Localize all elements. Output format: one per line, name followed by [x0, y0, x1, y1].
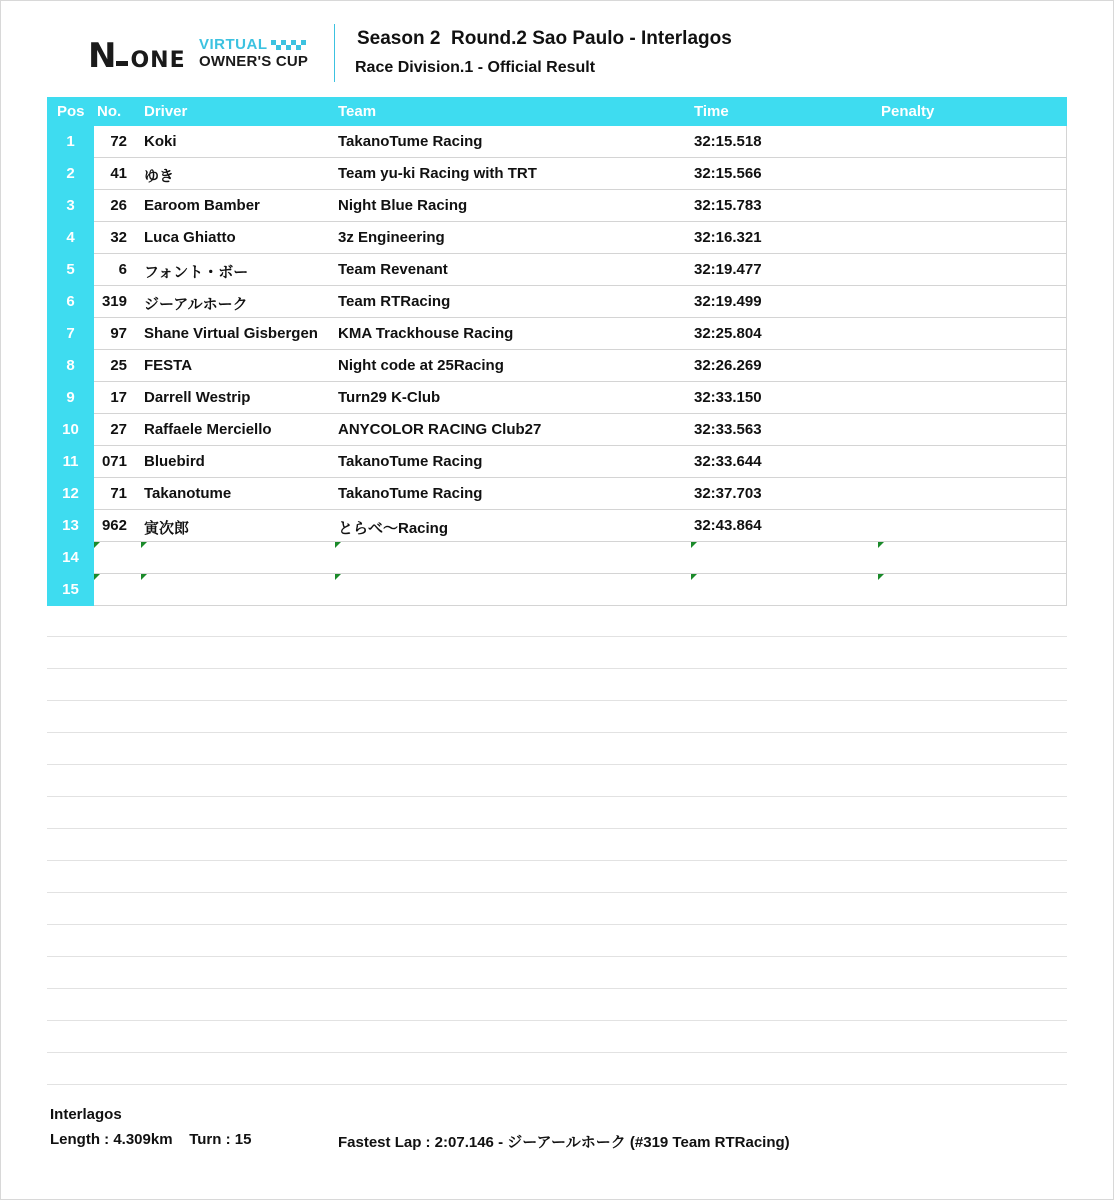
table-row — [47, 286, 1067, 318]
driver-cell: フォント・ボー — [144, 264, 249, 281]
cell-marker-icon — [691, 574, 697, 580]
pos-cell: 5 — [47, 254, 94, 286]
time-cell: 32:33.563 — [694, 421, 762, 438]
car-number-cell: 6 — [118, 261, 127, 278]
team-cell: Turn29 K-Club — [338, 389, 441, 406]
time-cell: 32:37.703 — [694, 485, 762, 502]
time-cell: 32:33.644 — [694, 453, 762, 470]
table-row — [47, 158, 1067, 190]
col-header-team: Team — [338, 103, 377, 120]
team-cell: TakanoTume Racing — [338, 133, 483, 150]
driver-cell: ジーアルホーク — [144, 296, 248, 313]
car-number-cell: 41 — [110, 165, 127, 182]
driver-cell: ゆき — [144, 168, 175, 185]
team-cell: ANYCOLOR RACING Club27 — [338, 421, 542, 438]
time-cell: 32:25.804 — [694, 325, 762, 342]
header-divider — [334, 24, 335, 82]
cell-marker-icon — [878, 574, 884, 580]
car-number-cell: 25 — [110, 357, 127, 374]
col-header-no: No. — [97, 103, 122, 120]
track-name: Interlagos — [50, 1106, 122, 1123]
team-cell: Team Revenant — [338, 261, 448, 278]
cell-marker-icon — [141, 542, 147, 548]
page-subtitle: Race Division.1 - Official Result — [355, 59, 596, 76]
empty-ruled-lines — [47, 636, 1067, 1116]
car-number-cell: 962 — [101, 517, 127, 534]
time-cell: 32:15.518 — [694, 133, 762, 150]
car-number-cell: 72 — [110, 133, 127, 150]
team-cell: Team yu-ki Racing with TRT — [338, 165, 537, 182]
pos-cell: 4 — [47, 222, 94, 254]
car-number-cell: 97 — [110, 325, 127, 342]
track-length-turns: Length : 4.309km Turn : 15 — [50, 1131, 252, 1148]
driver-cell: Darrell Westrip — [144, 389, 251, 406]
pos-cell: 9 — [47, 382, 94, 414]
pos-cell: 15 — [47, 574, 94, 606]
cell-marker-icon — [878, 542, 884, 548]
driver-cell: Shane Virtual Gisbergen — [144, 325, 318, 342]
table-row — [47, 126, 1067, 158]
pos-cell: 3 — [47, 190, 94, 222]
pos-cell: 1 — [47, 126, 94, 158]
car-number-cell: 26 — [110, 197, 127, 214]
car-number-cell: 27 — [110, 421, 127, 438]
logo-wordmark: NONE — [88, 36, 186, 76]
driver-cell: Luca Ghiatto — [144, 229, 236, 246]
cell-marker-icon — [691, 542, 697, 548]
team-cell: Team RTRacing — [338, 293, 451, 310]
fastest-lap: Fastest Lap : 2:07.146 - ジーアールホーク (#319 Team RTRacing) — [338, 1134, 790, 1151]
table-row — [47, 318, 1067, 350]
team-cell: とらべ〜Racing — [338, 520, 449, 537]
col-header-pos: Pos — [57, 103, 85, 120]
table-row — [47, 350, 1067, 382]
car-number-cell: 17 — [110, 389, 127, 406]
time-cell: 32:15.566 — [694, 165, 762, 182]
driver-cell: FESTA — [144, 357, 193, 374]
car-number-cell: 071 — [101, 453, 127, 470]
page-title: Season 2 Round.2 Sao Paulo - Interlagos — [357, 28, 732, 49]
table-row — [47, 510, 1067, 542]
pos-cell: 11 — [47, 446, 94, 478]
pos-cell: 13 — [47, 510, 94, 542]
pos-cell: 6 — [47, 286, 94, 318]
driver-cell: Raffaele Merciello — [144, 421, 272, 438]
team-cell: KMA Trackhouse Racing — [338, 325, 514, 342]
table-row — [47, 478, 1067, 510]
col-header-driver: Driver — [144, 103, 188, 120]
table-header — [47, 97, 1067, 126]
car-number-cell: 319 — [101, 293, 127, 310]
table-row — [47, 414, 1067, 446]
driver-cell: 寅次郎 — [144, 520, 190, 537]
n-one-logo — [88, 32, 314, 78]
time-cell: 32:19.477 — [694, 261, 762, 278]
cell-marker-icon — [94, 574, 100, 580]
time-cell: 32:15.783 — [694, 197, 762, 214]
table-body — [47, 126, 1067, 606]
pos-cell: 7 — [47, 318, 94, 350]
driver-cell: Koki — [144, 133, 177, 150]
car-number-cell: 71 — [110, 485, 127, 502]
cell-marker-icon — [335, 574, 341, 580]
time-cell: 32:43.864 — [694, 517, 762, 534]
team-cell: Night Blue Racing — [338, 197, 468, 214]
table-row — [47, 382, 1067, 414]
car-number-cell: 32 — [110, 229, 127, 246]
driver-cell: Bluebird — [144, 453, 205, 470]
col-header-penalty: Penalty — [881, 103, 935, 120]
table-row — [47, 542, 1067, 574]
logo-virtual-text: VIRTUAL — [199, 36, 268, 53]
time-cell: 32:19.499 — [694, 293, 762, 310]
team-cell: TakanoTume Racing — [338, 485, 483, 502]
results-table — [47, 97, 1067, 606]
time-cell: 32:16.321 — [694, 229, 762, 246]
pos-cell: 8 — [47, 350, 94, 382]
pos-cell: 2 — [47, 158, 94, 190]
table-row — [47, 190, 1067, 222]
logo-owners-cup-text: OWNER'S CUP — [199, 53, 309, 70]
table-row — [47, 254, 1067, 286]
team-cell: 3z Engineering — [338, 229, 445, 246]
col-header-time: Time — [694, 103, 729, 120]
cell-marker-icon — [335, 542, 341, 548]
team-cell: TakanoTume Racing — [338, 453, 483, 470]
driver-cell: Takanotume — [144, 485, 232, 502]
pos-cell: 10 — [47, 414, 94, 446]
cell-marker-icon — [141, 574, 147, 580]
time-cell: 32:26.269 — [694, 357, 762, 374]
driver-cell: Earoom Bamber — [144, 197, 260, 214]
pos-cell: 14 — [47, 542, 94, 574]
cell-marker-icon — [94, 542, 100, 548]
checkered-flag-icon — [271, 40, 309, 50]
team-cell: Night code at 25Racing — [338, 357, 504, 374]
table-row — [47, 446, 1067, 478]
table-row — [47, 222, 1067, 254]
pos-cell: 12 — [47, 478, 94, 510]
time-cell: 32:33.150 — [694, 389, 762, 406]
table-row — [47, 574, 1067, 606]
